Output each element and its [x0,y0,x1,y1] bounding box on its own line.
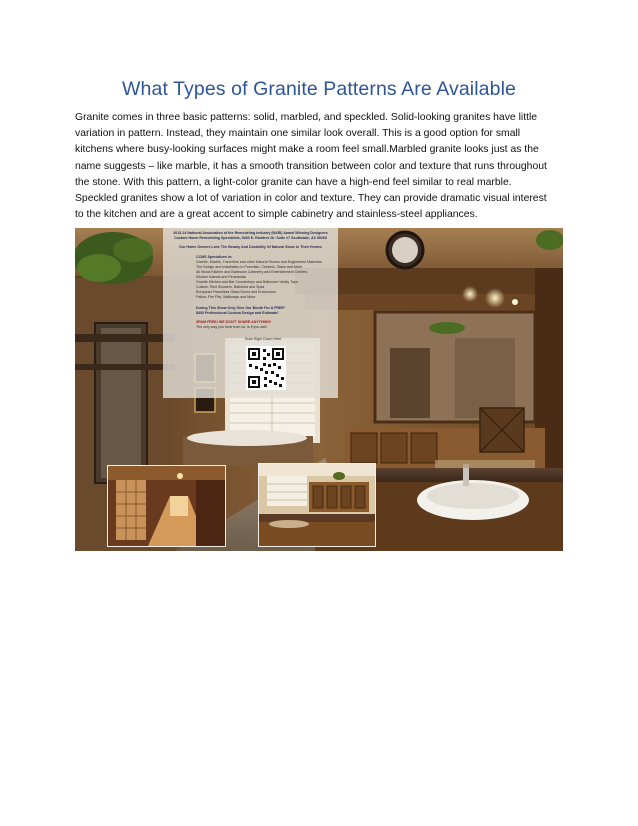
flyer-line: All Wood Kitchen and Bathroom Cabinetry and Entertainment Centers [196,270,308,274]
flyer-line: Custom Tiled Showers, Bathtubs and Spas [196,285,265,289]
flyer-line: Patios, Fire Pits, Walkways and More [196,295,256,299]
paragraph-line: the stone. With this pattern, a light-color granite can have a high-end feel similar to real marble. [75,176,512,188]
paragraph-line: Granite comes in three basic patterns: solid, marbled, and speckled. Solid-looking granites have little [75,112,538,123]
inset-photo-hallway [107,465,226,547]
flyer-line: The only way you hear from us, is if you ask! [196,325,267,329]
flyer-line: Scan Right Down Here [244,337,282,341]
flyer-line: SPAM FREE! WE DON'T SHARE ANYTHING! [196,320,272,324]
flyer-line: Our Home Owners Love The Beauty And Durability Of Natural Stone In Their Homes [178,245,323,249]
inset-photo-hallway-illustration [108,466,225,546]
flyer-line: CCMS Specializes in: [196,255,233,259]
inset-photo-kitchen-illustration [259,464,375,546]
flyer-line: 2013-14 National Association of the Remodeling Industry (NARI) Award Winning Designers [173,231,328,235]
flyer-line: During This Show Only Give Our Booth For A FREE* [196,306,286,310]
paragraph-line: name suggests – like marble, it has a smooth transition between color and texture that runs throughout [75,160,547,172]
paragraph-line: to the kitchen and are a great accent to simple cabinetry and stainless-steel appliances. [75,209,478,221]
body-paragraph [75,110,570,223]
inset-photo-kitchen [258,463,376,547]
flyer-line: Custom Home Remodeling Specialists, 8360 E. Raintree Dr. Suite #7 Scottsdale, AZ 85260 [174,236,327,240]
qr-code-icon [246,346,286,390]
paragraph-line: Speckled granites show a lot of variation in color and texture. They can provide dramatic visual interest [75,193,547,205]
flyer-line: European Frameless Glass Doors and Enclosures [196,290,276,294]
flyer-line: The Design and Installation in Porcelain, Ceramic, Glass and More [196,265,303,269]
qr-code[interactable] [246,346,286,390]
flyer-line: Granite, Marble, Travertine and other Natural Stones and Engineered Materials [196,260,322,264]
flyer-line: $400 Professional Custom Design and Estimate! [196,311,279,315]
flyer-line: Kitchen Islands and Peninsulas [196,275,246,279]
paragraph-line: variation in pattern. Instead, they maintain one similar look overall. This is a good option for small [75,128,521,140]
flyer-line: Granite Kitchen and Bar Countertops and Bathroom Vanity Tops [196,280,298,284]
paragraph-line: kitchens where busy-looking surfaces might make a room feel small.Marbled granite looks just as the [75,144,539,156]
page-title: What Types of Granite Patterns Are Available [122,78,516,100]
